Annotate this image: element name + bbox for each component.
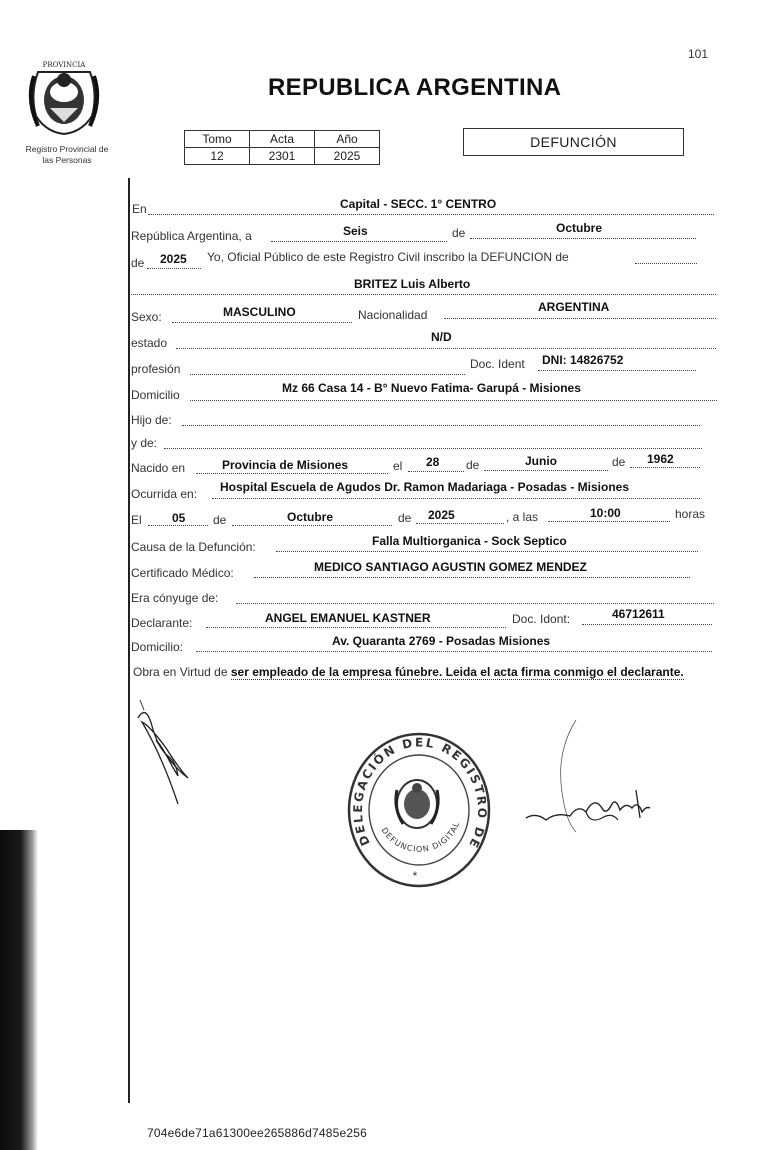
value-declarante: ANGEL EMANUEL KASTNER	[265, 611, 431, 625]
value-declarante-doc: 46712611	[612, 607, 665, 621]
svg-text:PROVINCIA: PROVINCIA	[42, 61, 86, 69]
value-obra: ser empleado de la empresa fúnebre. Leida el acta firma conmigo el declarante.	[230, 665, 684, 679]
dotted-line	[236, 603, 714, 604]
label-doc-ident: Doc. Ident	[470, 357, 525, 371]
value-acta: 2301	[250, 148, 315, 165]
label-horas: horas	[675, 507, 706, 521]
registry-label-line1: Registro Provincial de	[25, 144, 109, 154]
label-de-4: de	[398, 511, 412, 525]
label-certificado: Certificado Médico:	[131, 566, 234, 580]
dotted-line	[190, 374, 465, 375]
label-republica: República Argentina, a	[131, 229, 252, 243]
value-ocurrida-en: Hospital Escuela de Agudos Dr. Ramon Madariaga - Posadas - Misiones	[220, 480, 629, 494]
header-tomo: Tomo	[185, 131, 250, 148]
value-def-anio: 2025	[428, 508, 455, 522]
table-header-row	[185, 131, 380, 148]
value-nac-dia: 28	[426, 455, 440, 469]
dotted-line	[182, 425, 700, 426]
dotted-line	[538, 370, 696, 371]
document-title: REPUBLICA ARGENTINA	[268, 74, 562, 101]
dotted-line	[276, 551, 698, 552]
value-nac-anio: 1962	[647, 452, 674, 466]
dotted-line	[470, 238, 696, 239]
dotted-line	[148, 214, 714, 215]
registry-seal	[343, 728, 495, 890]
margin-line	[128, 178, 130, 1103]
dotted-line	[176, 348, 716, 349]
label-domicilio-declarante: Domicilio:	[131, 640, 184, 654]
value-sexo: MASCULINO	[223, 305, 296, 319]
dotted-line	[196, 651, 712, 652]
dotted-line	[190, 400, 717, 401]
value-anio: 2025	[315, 148, 380, 165]
book-reference-table	[184, 130, 380, 165]
value-tomo: 12	[185, 148, 250, 165]
value-dni: DNI: 14826752	[542, 353, 624, 367]
label-de-1: de	[466, 458, 480, 472]
page-number: 101	[688, 47, 709, 61]
dotted-line	[548, 521, 670, 522]
label-el-cap: El	[131, 513, 142, 527]
province-emblem-icon	[26, 56, 102, 136]
label-de-anio: de	[131, 256, 145, 270]
dotted-line	[444, 318, 716, 319]
label-en: En	[132, 202, 147, 216]
dotted-line	[582, 624, 712, 625]
label-doc-idont: Doc. Idont:	[512, 612, 571, 626]
label-conyuge: Era cónyuge de:	[131, 591, 219, 605]
label-declarante: Declarante:	[131, 616, 193, 630]
value-causa: Falla Multiorganica - Sock Septico	[372, 534, 567, 548]
value-nacionalidad: ARGENTINA	[538, 300, 610, 314]
dotted-line	[206, 627, 506, 628]
label-causa: Causa de la Defunción:	[131, 540, 256, 554]
value-domicilio: Mz 66 Casa 14 - B° Nuevo Fatima- Garupá - Misiones	[282, 381, 581, 395]
value-nacido-en: Provincia de Misiones	[222, 458, 349, 472]
label-ocurrida-en: Ocurrida en:	[131, 487, 198, 501]
label-a-las: , a las	[506, 510, 539, 524]
dotted-line	[164, 448, 702, 449]
value-lugar: Capital - SECC. 1° CENTRO	[340, 197, 497, 211]
value-estado: N/D	[431, 330, 452, 344]
registry-label	[14, 144, 120, 166]
dotted-line	[416, 523, 504, 524]
label-sexo: Sexo:	[131, 310, 162, 324]
dotted-line	[172, 322, 352, 323]
dotted-line	[630, 467, 700, 468]
value-nombre: BRITEZ Luis Alberto	[354, 277, 471, 291]
label-nacionalidad: Nacionalidad	[358, 308, 428, 322]
seal-inner-text: DEFUNCION DIGITAL	[379, 820, 462, 854]
value-nac-mes: Junio	[525, 454, 557, 468]
label-de-2: de	[612, 455, 626, 469]
dotted-line	[212, 498, 700, 499]
label-de-3: de	[213, 513, 227, 527]
label-de: de	[452, 226, 466, 240]
dotted-line	[635, 263, 697, 264]
header-acta: Acta	[250, 131, 315, 148]
svg-text:DEFUNCION DIGITAL	[380, 820, 462, 854]
record-type-box: DEFUNCIÓN	[463, 128, 684, 156]
label-oficial: Yo, Oficial Público de este Registro Civil inscribo la DEFUNCION de	[207, 250, 569, 264]
label-y-de: y de:	[131, 436, 158, 450]
table-row	[185, 148, 380, 165]
obra-paragraph	[133, 662, 717, 682]
value-mes: Octubre	[556, 221, 603, 235]
dotted-line	[271, 241, 447, 242]
dotted-line	[254, 577, 690, 578]
official-signature	[516, 712, 666, 842]
scan-edge-shadow	[0, 830, 38, 1150]
dotted-line	[131, 294, 716, 295]
label-profesion: profesión	[131, 362, 181, 376]
value-declarante-domicilio: Av. Quaranta 2769 - Posadas Misiones	[332, 634, 551, 648]
value-def-mes: Octubre	[287, 510, 334, 524]
header-anio: Año	[315, 131, 380, 148]
value-anio: 2025	[160, 252, 187, 266]
label-domicilio: Domicilio	[131, 388, 180, 402]
dotted-line	[148, 525, 208, 526]
label-hijo-de: Hijo de:	[131, 413, 172, 427]
label-el: el	[393, 459, 403, 473]
dotted-line	[232, 525, 392, 526]
value-def-dia: 05	[172, 511, 186, 525]
dotted-line	[484, 470, 608, 471]
label-nacido-en: Nacido en	[131, 461, 186, 475]
seal-outer-text: DELEGACIÓN DEL REGISTRO DE	[350, 735, 490, 852]
label-estado: estado	[131, 336, 168, 350]
seal-star: *	[412, 869, 418, 883]
label-obra: Obra en Virtud de	[133, 665, 228, 679]
value-dia: Seis	[343, 224, 368, 238]
dotted-line	[408, 471, 464, 472]
declarant-signature	[132, 696, 212, 814]
value-def-hora: 10:00	[590, 506, 621, 520]
dotted-line	[196, 473, 388, 474]
value-certificado: MEDICO SANTIAGO AGUSTIN GOMEZ MENDEZ	[314, 560, 587, 574]
dotted-line	[147, 268, 201, 269]
document-hash: 704e6de71a61300ee265886d7485e256	[147, 1126, 367, 1140]
registry-label-line2: las Personas	[42, 155, 92, 165]
